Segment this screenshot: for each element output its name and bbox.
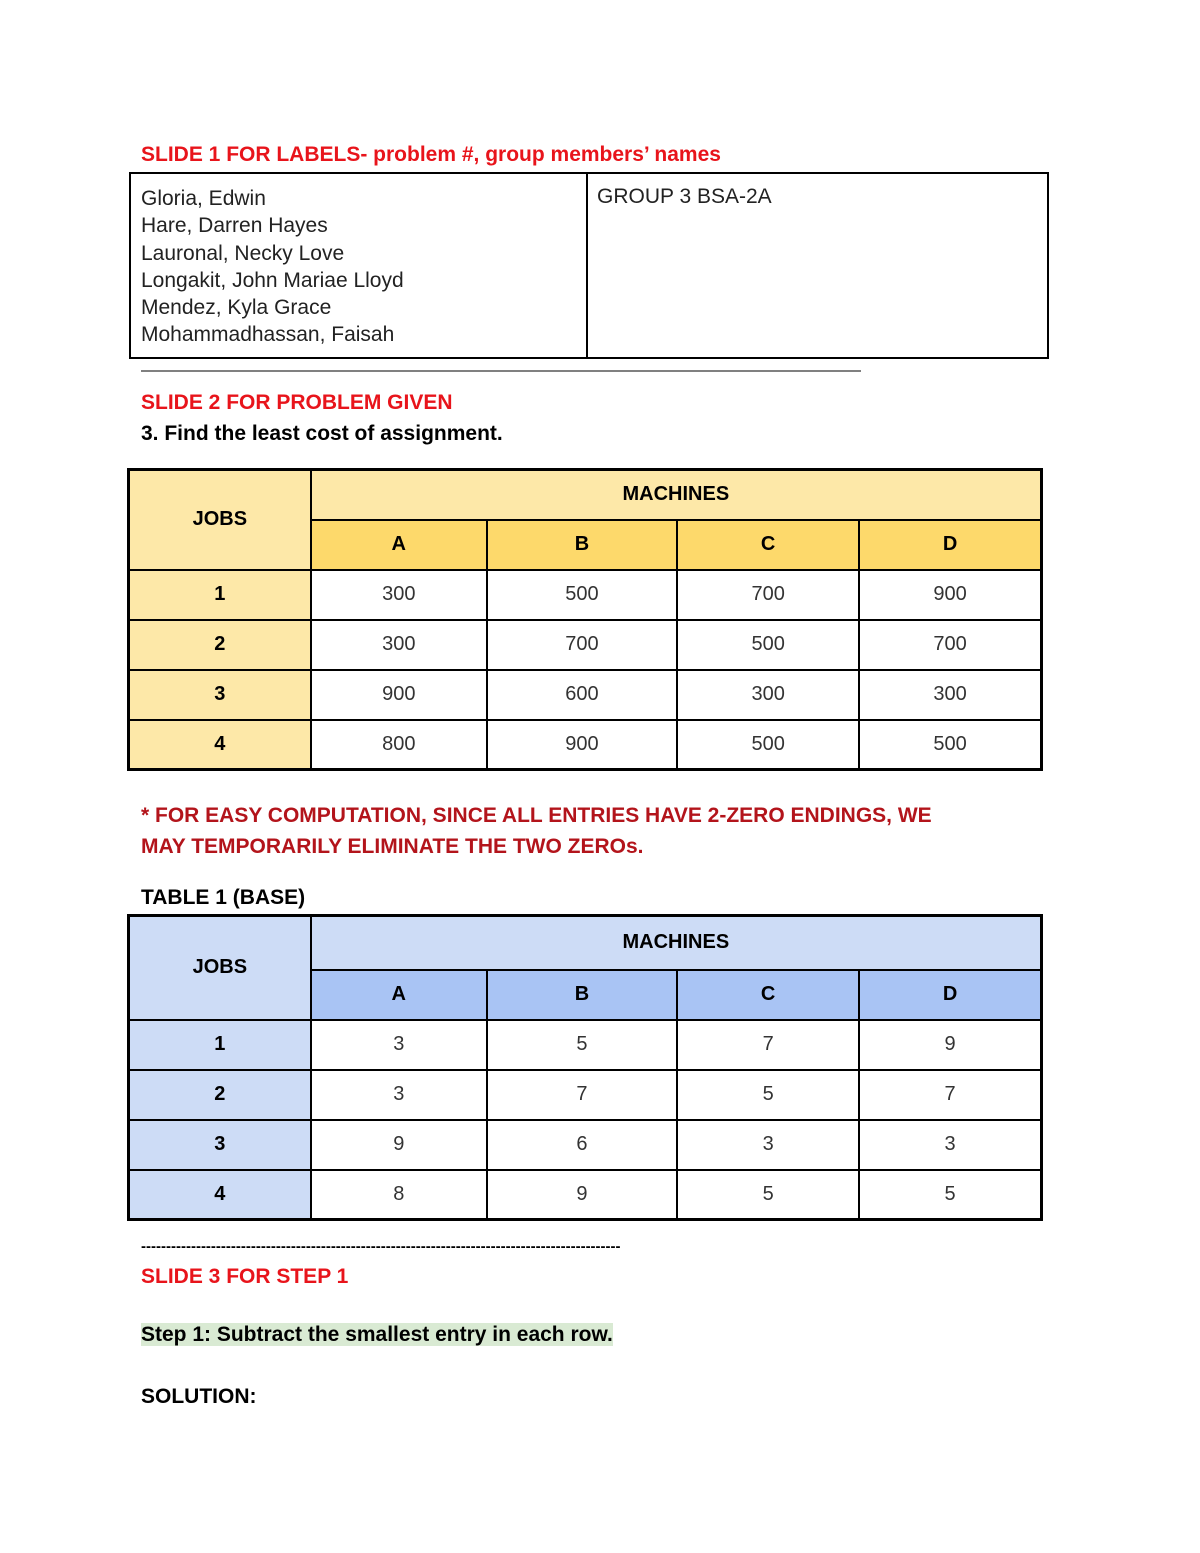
problem-statement: 3. Find the least cost of assignment. bbox=[141, 422, 503, 445]
cost-cell: 700 bbox=[487, 620, 677, 670]
job-label: 1 bbox=[129, 1020, 311, 1070]
column-header: A bbox=[311, 520, 487, 570]
cost-cell: 9 bbox=[859, 1020, 1041, 1070]
column-header: A bbox=[311, 970, 487, 1020]
cost-cell: 3 bbox=[311, 1020, 487, 1070]
member-name: Hare, Darren Hayes bbox=[141, 214, 328, 238]
slide1-heading: SLIDE 1 FOR LABELS- problem #, group members’ names bbox=[141, 143, 721, 166]
table-row bbox=[129, 1170, 1042, 1220]
machines-header: MACHINES bbox=[311, 916, 1042, 970]
column-header: D bbox=[859, 970, 1041, 1020]
step-1-instruction bbox=[141, 1323, 613, 1347]
cost-cell: 9 bbox=[311, 1120, 487, 1170]
cost-cell: 800 bbox=[311, 720, 487, 770]
machines-header: MACHINES bbox=[311, 470, 1042, 520]
cost-cell: 5 bbox=[677, 1170, 859, 1220]
table1-label: TABLE 1 (BASE) bbox=[141, 886, 306, 909]
slide2-heading: SLIDE 2 FOR PROBLEM GIVEN bbox=[141, 391, 453, 414]
table-row bbox=[129, 1120, 1042, 1170]
cost-cell: 300 bbox=[311, 570, 487, 620]
cost-cell: 900 bbox=[311, 670, 487, 720]
cost-cell: 500 bbox=[859, 720, 1041, 770]
cost-cell: 600 bbox=[487, 670, 677, 720]
job-label: 4 bbox=[129, 720, 311, 770]
step-1-text: Step 1: Subtract the smallest entry in each row. bbox=[141, 1323, 613, 1346]
cost-cell: 500 bbox=[487, 570, 677, 620]
jobs-header: JOBS bbox=[129, 470, 311, 570]
job-label: 2 bbox=[129, 620, 311, 670]
slide3-heading: SLIDE 3 FOR STEP 1 bbox=[141, 1265, 349, 1288]
cost-cell: 3 bbox=[859, 1120, 1041, 1170]
members-list bbox=[131, 174, 588, 357]
column-header: D bbox=[859, 520, 1041, 570]
job-label: 3 bbox=[129, 670, 311, 720]
job-label: 4 bbox=[129, 1170, 311, 1220]
cost-cell: 900 bbox=[487, 720, 677, 770]
cost-cell: 500 bbox=[677, 620, 859, 670]
member-name: Gloria, Edwin bbox=[141, 187, 266, 210]
cost-table bbox=[127, 468, 1043, 771]
cost-cell: 8 bbox=[311, 1170, 487, 1220]
table-row bbox=[129, 720, 1042, 770]
cost-cell: 500 bbox=[677, 720, 859, 770]
cost-cell: 900 bbox=[859, 570, 1041, 620]
job-label: 2 bbox=[129, 1070, 311, 1120]
note-line-2: MAY TEMPORARILY ELIMINATE THE TWO ZEROs. bbox=[141, 835, 644, 858]
cost-cell: 300 bbox=[677, 670, 859, 720]
cost-cell: 5 bbox=[677, 1070, 859, 1120]
column-header: B bbox=[487, 520, 677, 570]
note-line-1: * FOR EASY COMPUTATION, SINCE ALL ENTRIES HAVE 2-ZERO ENDINGS, WE bbox=[141, 804, 932, 827]
table-row bbox=[129, 1070, 1042, 1120]
cost-cell: 300 bbox=[859, 670, 1041, 720]
group-label: GROUP 3 BSA-2A bbox=[597, 185, 772, 208]
job-label: 1 bbox=[129, 570, 311, 620]
cost-cell: 7 bbox=[859, 1070, 1041, 1120]
cost-cell: 5 bbox=[487, 1020, 677, 1070]
cost-cell: 700 bbox=[677, 570, 859, 620]
members-box bbox=[129, 172, 1049, 359]
solution-label: SOLUTION: bbox=[141, 1385, 257, 1408]
column-header: C bbox=[677, 520, 859, 570]
member-name: Mendez, Kyla Grace bbox=[141, 296, 332, 320]
cost-cell: 9 bbox=[487, 1170, 677, 1220]
table-row bbox=[129, 670, 1042, 720]
member-name: Longakit, John Mariae Lloyd bbox=[141, 268, 404, 292]
cost-cell: 7 bbox=[487, 1070, 677, 1120]
column-header: C bbox=[677, 970, 859, 1020]
cost-cell: 7 bbox=[677, 1020, 859, 1070]
cost-cell: 700 bbox=[859, 620, 1041, 670]
table-row bbox=[129, 1020, 1042, 1070]
separator-line: ------------------------------------------------------------------------------------------------ bbox=[141, 1238, 621, 1255]
cost-cell: 300 bbox=[311, 620, 487, 670]
jobs-header: JOBS bbox=[129, 916, 311, 1020]
table-row bbox=[129, 620, 1042, 670]
cost-cell: 3 bbox=[677, 1120, 859, 1170]
column-header: B bbox=[487, 970, 677, 1020]
member-name: Lauronal, Necky Love bbox=[141, 241, 345, 265]
base-table bbox=[127, 914, 1043, 1221]
separator-line: ———————————————————————————————————————————————— bbox=[141, 362, 861, 379]
job-label: 3 bbox=[129, 1120, 311, 1170]
cost-cell: 5 bbox=[859, 1170, 1041, 1220]
table-row bbox=[129, 570, 1042, 620]
cost-cell: 3 bbox=[311, 1070, 487, 1120]
member-name: Mohammadhassan, Faisah bbox=[141, 323, 395, 347]
cost-cell: 6 bbox=[487, 1120, 677, 1170]
